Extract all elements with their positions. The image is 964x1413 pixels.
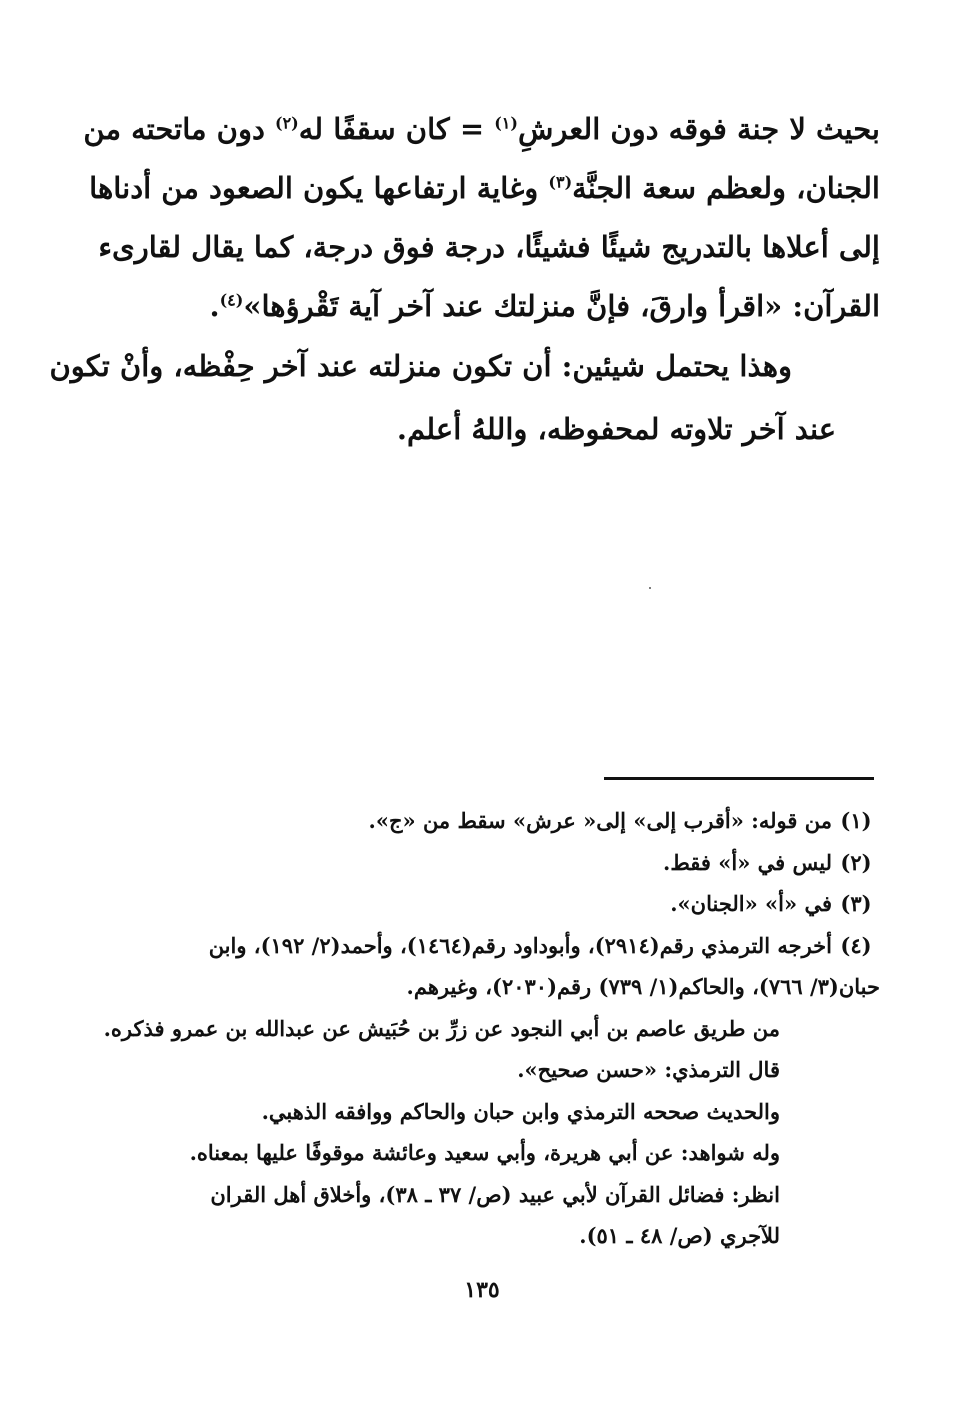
footnote-4-line: قال الترمذي: «حسن صحيح». [517,1057,780,1082]
footnote-4 [84,925,880,967]
footnote-4-line: وله شواهد: عن أبي هريرة، وأبي سعيد وعائشة موقوفًا عليها بمعناه. [189,1140,780,1165]
footnote-number: (٤) [840,932,872,958]
footnote-number: (١) [840,808,872,833]
footnote-separator [604,777,874,780]
footnote-text: من قوله: «أقرب إلى» إلى« عرش» سقط من «ج». [368,808,832,833]
main-paragraph-1 [84,100,880,336]
text-line: إلى أعلاها بالتدريج شيئًا فشيئًا، درجة فوق درجة، كما يقال لقارىء [98,230,880,264]
footnote-1 [84,800,880,842]
footnote-marker[interactable]: (١) [494,113,518,133]
text-line: وهذا يحتمل شيئين: أن تكون منزلته عند آخر حِفْظه، وأنْ تكون [49,349,792,383]
footnote-4-line: والحديث صححه الترمذي وابن حبان والحاكم ووافقه الذهبي. [261,1098,780,1124]
text-line: عند آخر تلاوته لمحفوظه، واللهُ أعلم. [396,412,836,446]
footnote-4-continuation: حبان(٣/ ٧٦٦)، والحاكم(١/ ٧٣٩) رقم(٢٠٣٠)، وغيرهم. [406,974,880,999]
text-line: الجنان، ولعظم سعة الجنَّة$^{(٣)}$ وغاية ارتفاعها يكون الصعود من أدناها [89,171,880,205]
footnote-text: في «أ» «الجنان». [670,891,832,916]
footnote-marker[interactable]: (٣) [548,172,573,192]
footnote-4-line: للآجري (ص/ ٤٨ ـ ٥١). [579,1223,780,1248]
footnote-marker[interactable]: (٢) [274,113,299,133]
page-number: ١٣٥ [464,1277,500,1303]
speck [649,587,651,589]
footnote-2 [84,842,880,884]
text-line: القرآن: «اقرأ وارقَ، فإنَّ منزلتك عند آخر آية تَقْرؤها»$^{(٤)}$. [209,289,880,323]
footnote-number: (٣) [840,891,872,916]
footnote-3 [84,883,880,925]
footnote-number: (٢) [840,849,872,875]
text-line: بحيث لا جنة فوقه دون العرشِ$^{(١)}$ = كان سقفًا له$^{(٢)}$ دون ماتحته من [83,112,880,146]
footnote-marker[interactable]: (٤) [219,290,244,310]
footnotes [84,800,880,1257]
footnote-4-line: انظر: فضائل القرآن لأبي عبيد (ص/ ٣٧ ـ ٣٨)، وأخلاق أهل القران [210,1181,780,1207]
main-paragraph-2 [49,335,880,461]
footnote-text: ليس في «أ» فقط. [663,849,832,875]
footnote-text: أخرجه الترمذي رقم(٢٩١٤)، وأبوداود رقم(١٤٦٤)، وأحمد(٢/ ١٩٢)، وابن [208,932,832,958]
footnote-4-line: من طريق عاصم بن أبي النجود عن زرِّ بن حُبَيش عن عبدالله بن عمرو فذكره. [103,1015,780,1041]
